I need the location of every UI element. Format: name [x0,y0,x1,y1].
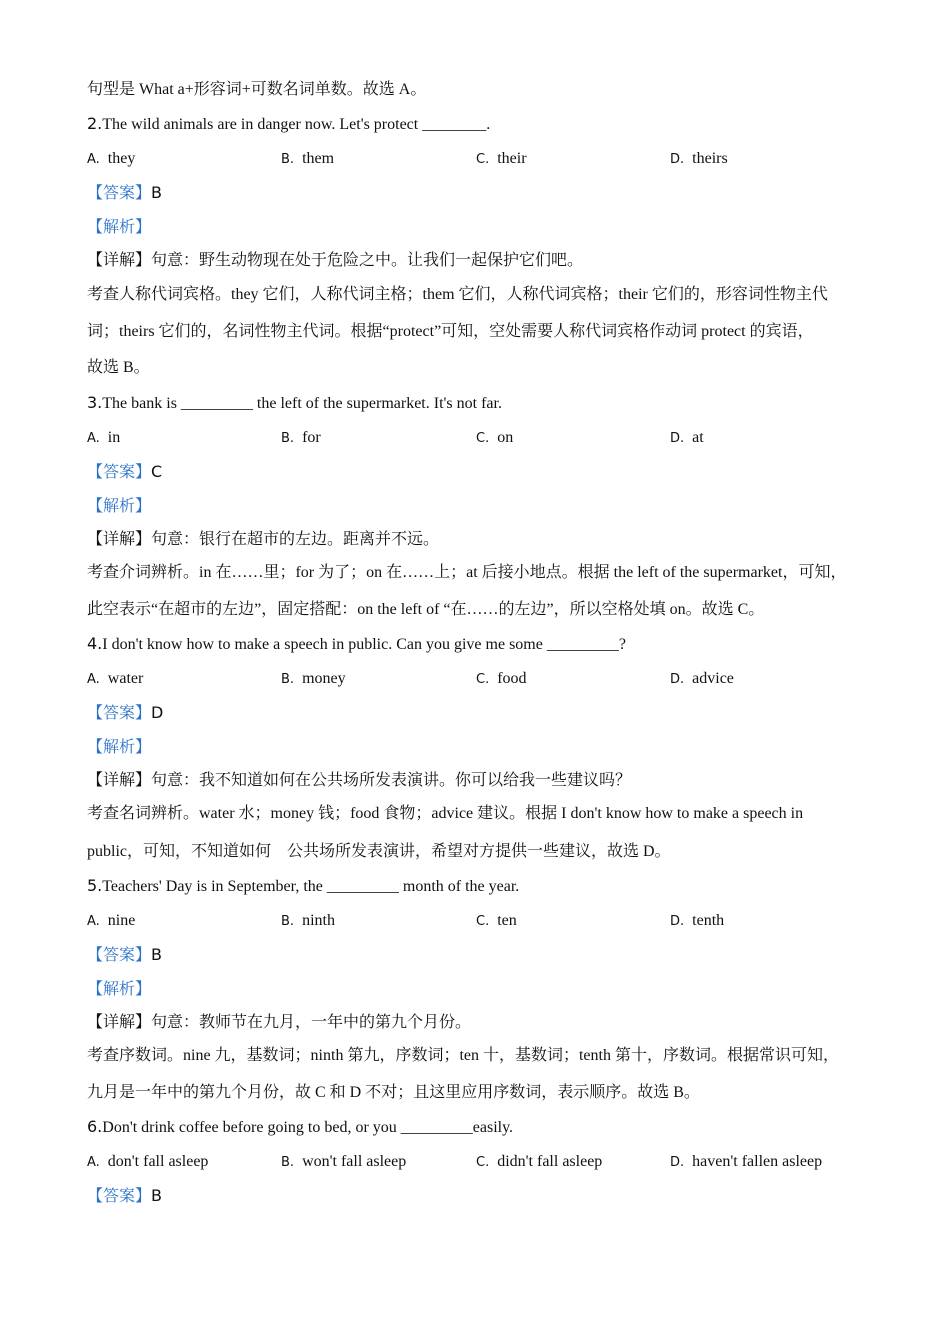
question-5-stem: 5.Teachers' Day is in September, the _________ month of the year. [87,876,520,895]
q6-option-b: B. won't fall asleep [281,1153,407,1170]
question-6-stem: 6.Don't drink coffee before going to bed, or you _________easily. [87,1117,514,1136]
q5-option-d: D. tenth [670,912,725,929]
q3-option-c: C. on [476,429,514,446]
q5-option-b: B. ninth [281,912,335,929]
q3-detail: 【详解】句意：银行在超市的左边。距离并不远。 [87,531,440,548]
q2-option-d: D. theirs [670,150,728,167]
question-2-stem [87,113,890,136]
q4-option-d: D. advice [670,670,734,687]
q2-detail: 【详解】句意：野生动物现在处于危险之中。让我们一起保护它们吧。 [87,252,584,269]
q3-option-b: B. for [281,429,321,446]
q2-explanation-line: 词；theirs 它们的，名词性物主代词。根据“protect”可知，空处需要人称代词宾格作动词 protect 的宾语， [87,323,814,340]
q2-option-c: C. their [476,150,527,167]
q4-answer: 【答案】D [87,703,164,722]
q4-explanation-line: 考查名词辨析。water 水；money 钱；food 食物；advice 建议。根据 I don't know how to make a speech in [87,805,804,822]
q6-option-a: A. don't fall asleep [87,1153,209,1170]
intro-text: 句型是 What a+形容词+可数名词单数。故选 A。 [87,81,427,98]
q5-explanation-line: 考查序数词。nine 九，基数词；ninth 第九，序数词；ten 十，基数词；tenth 第十，序数词。根据常识可知， [87,1047,839,1064]
question-number: 2. [87,114,103,133]
question-3-stem: 3.The bank is _________ the left of the supermarket. It's not far. [87,393,502,412]
q5-option-a: A. nine [87,912,136,929]
q2-explanation-line: 考查人称代词宾格。they 它们，人称代词主格；them 它们，人称代词宾格；their 它们的，形容词性物主代 [87,286,828,303]
question-4-stem: 4.I don't know how to make a speech in public. Can you give me some _________? [87,634,626,653]
q4-explanation-line: public，可知，不知道如何 公共场所发表演讲，希望对方提供一些建议，故选 D。 [87,843,671,860]
q2-answer: 【答案】B [87,183,162,202]
q2-option-b: B. them [281,150,335,167]
q4-option-a: A. water [87,670,144,687]
q6-answer: 【答案】B [87,1186,162,1205]
q3-analysis-label: 【解析】 [87,498,152,515]
q5-explanation-line: 九月是一年中的第九个月份，故 C 和 D 不对；且这里应用序数词，表示顺序。故选 B。 [87,1084,700,1101]
q4-analysis-label: 【解析】 [87,739,152,756]
q5-option-c: C. ten [476,912,517,929]
q3-option-a: A. in [87,429,121,446]
q5-analysis-label: 【解析】 [87,981,152,998]
q4-option-c: C. food [476,670,527,687]
q6-option-c: C. didn't fall asleep [476,1153,603,1170]
q2-explanation-line: 故选 B。 [87,359,150,376]
q3-explanation-line: 考查介词辨析。in 在……里；for 为了；on 在……上；at 后接小地点。根据 the left of the supermarket，可知， [87,564,847,581]
q4-detail: 【详解】句意：我不知道如何在公共场所发表演讲。你可以给我一些建议吗？ [87,772,632,789]
q2-analysis-label: 【解析】 [87,219,152,236]
q3-explanation-line: 此空表示“在超市的左边”，固定搭配：on the left of “在……的左边”，所以空格处填 on。故选 C。 [87,601,765,618]
q2-option-a: A. they [87,150,136,167]
q5-answer: 【答案】B [87,945,162,964]
q3-option-d: D. at [670,429,704,446]
question-text: The wild animals are in danger now. Let's protect ________. [102,116,491,133]
q6-option-d: D. haven't fallen asleep [670,1153,823,1170]
q3-answer: 【答案】C [87,462,163,481]
q5-detail: 【详解】句意：教师节在九月，一年中的第九个月份。 [87,1014,472,1031]
q4-option-b: B. money [281,670,346,687]
